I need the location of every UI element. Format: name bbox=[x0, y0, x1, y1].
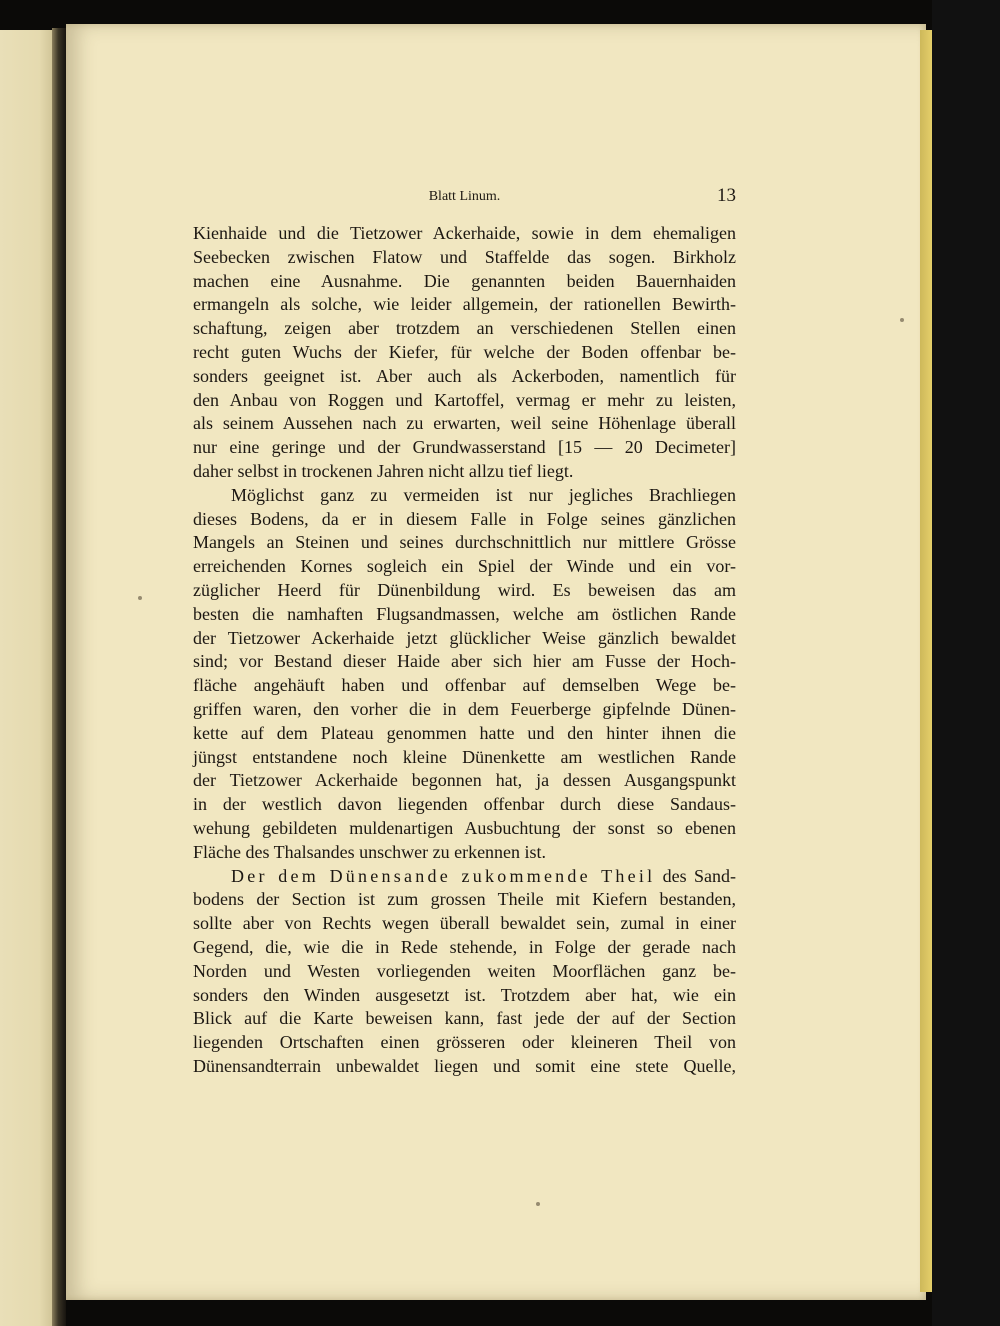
text-line: jüngst entstandene noch kleine Dünenkette am westlichen Rande bbox=[193, 746, 736, 767]
text-line: Norden und Westen vorliegenden weiten Moorflächen ganz be- bbox=[193, 960, 736, 981]
text-line: nur eine geringe und der Grundwasserstand [15 — 20 Decimeter] bbox=[193, 437, 736, 458]
paper-speck bbox=[536, 1202, 540, 1206]
text-line: Seebecken zwischen Flatow und Staffelde das sogen. Birkholz bbox=[193, 246, 736, 267]
line-remainder: des Sand- bbox=[655, 865, 736, 886]
book-cover bbox=[932, 0, 1000, 1326]
gilt-page-edge bbox=[920, 30, 932, 1292]
paragraph-1 bbox=[193, 222, 736, 484]
paragraph-3 bbox=[193, 865, 736, 1079]
text-line: Mangels an Steinen und seines durchschnittlich nur mittlere Grösse bbox=[193, 532, 736, 553]
text-line: sonders geeignet ist. Aber auch als Ackerboden, namentlich für bbox=[193, 365, 736, 386]
text-line: dieses Bodens, da er in diesem Falle in Folge seines gänzlichen bbox=[193, 508, 736, 529]
text-line: griffen waren, den vorher die in dem Feuerberge gipfelnde Dünen- bbox=[193, 698, 736, 719]
text-line-spaced-lead bbox=[193, 865, 736, 889]
text-line: machen eine Ausnahme. Die genannten beiden Bauernhaiden bbox=[193, 270, 736, 291]
text-line: schaftung, zeigen aber trotzdem an verschiedenen Stellen einen bbox=[193, 318, 736, 339]
text-line: sollte aber von Rechts wegen überall bewaldet sein, zumal in einer bbox=[193, 913, 736, 934]
text-line: Dünensandterrain unbewaldet liegen und somit eine stete Quelle, bbox=[193, 1055, 736, 1076]
text-line: der Tietzower Ackerhaide jetzt glücklicher Weise gänzlich bewaldet bbox=[193, 627, 736, 648]
text-line: fläche angehäuft haben und offenbar auf demselben Wege be- bbox=[193, 675, 736, 696]
page-number: 13 bbox=[717, 185, 736, 206]
paragraph-2 bbox=[193, 484, 736, 865]
text-line: recht guten Wuchs der Kiefer, für welche der Boden offenbar be- bbox=[193, 341, 736, 362]
text-line: Kienhaide und die Tietzower Ackerhaide, sowie in dem ehemaligen bbox=[193, 223, 736, 243]
text-line: Blick auf die Karte beweisen kann, fast jede der auf der Section bbox=[193, 1008, 736, 1029]
text-line: kette auf dem Plateau genommen hatte und den hinter ihnen die bbox=[193, 722, 736, 743]
text-line: daher selbst in trockenen Jahren nicht allzu tief liegt. bbox=[193, 460, 574, 481]
text-line: züglicher Heerd für Dünenbildung wird. Es beweisen das am bbox=[193, 579, 736, 600]
text-line: besten die namhaften Flugsandmassen, welche am östlichen Rande bbox=[193, 603, 736, 624]
text-line: ermangeln als solche, wie leider allgemein, der rationellen Bewirth- bbox=[193, 294, 736, 315]
spaced-emphasis: Der dem Dünensande zukommende Theil bbox=[231, 865, 656, 886]
text-line: als seinem Aussehen nach zu erwarten, weil seine Höhenlage überall bbox=[193, 413, 736, 434]
text-line: sind; vor Bestand dieser Haide aber sich hier am Fusse der Hoch- bbox=[193, 651, 736, 672]
running-head: Blatt Linum. bbox=[428, 189, 501, 204]
page-header bbox=[193, 185, 736, 211]
text-line: erreichenden Kornes sogleich ein Spiel der Winde und ein vor- bbox=[193, 556, 736, 577]
text-line: bodens der Section ist zum grossen Theile mit Kiefern bestanden, bbox=[193, 889, 736, 910]
text-line: sonders den Winden ausgesetzt ist. Trotzdem aber hat, wie ein bbox=[193, 984, 736, 1005]
paper-speck bbox=[138, 596, 142, 600]
paper-speck bbox=[900, 318, 904, 322]
text-line: in der westlich davon liegenden offenbar durch diese Sandaus- bbox=[193, 794, 736, 815]
text-line: der Tietzower Ackerhaide begonnen hat, ja dessen Ausgangspunkt bbox=[193, 770, 736, 791]
text-line: Fläche des Thalsandes unschwer zu erkennen ist. bbox=[193, 841, 547, 862]
text-line: den Anbau von Roggen und Kartoffel, vermag er mehr zu leisten, bbox=[193, 389, 736, 410]
facing-page-edge bbox=[0, 30, 56, 1326]
body-text bbox=[193, 222, 736, 1079]
text-line: Gegend, die, wie die in Rede stehende, in Folge der gerade nach bbox=[193, 936, 736, 957]
text-line: wehung gebildeten muldenartigen Ausbuchtung der sonst so ebenen bbox=[193, 817, 736, 838]
text-line: liegenden Ortschaften einen grösseren oder kleineren Theil von bbox=[193, 1032, 736, 1053]
book-gutter bbox=[52, 28, 66, 1326]
text-line: Möglichst ganz zu vermeiden ist nur jegliches Brachliegen bbox=[231, 484, 736, 505]
